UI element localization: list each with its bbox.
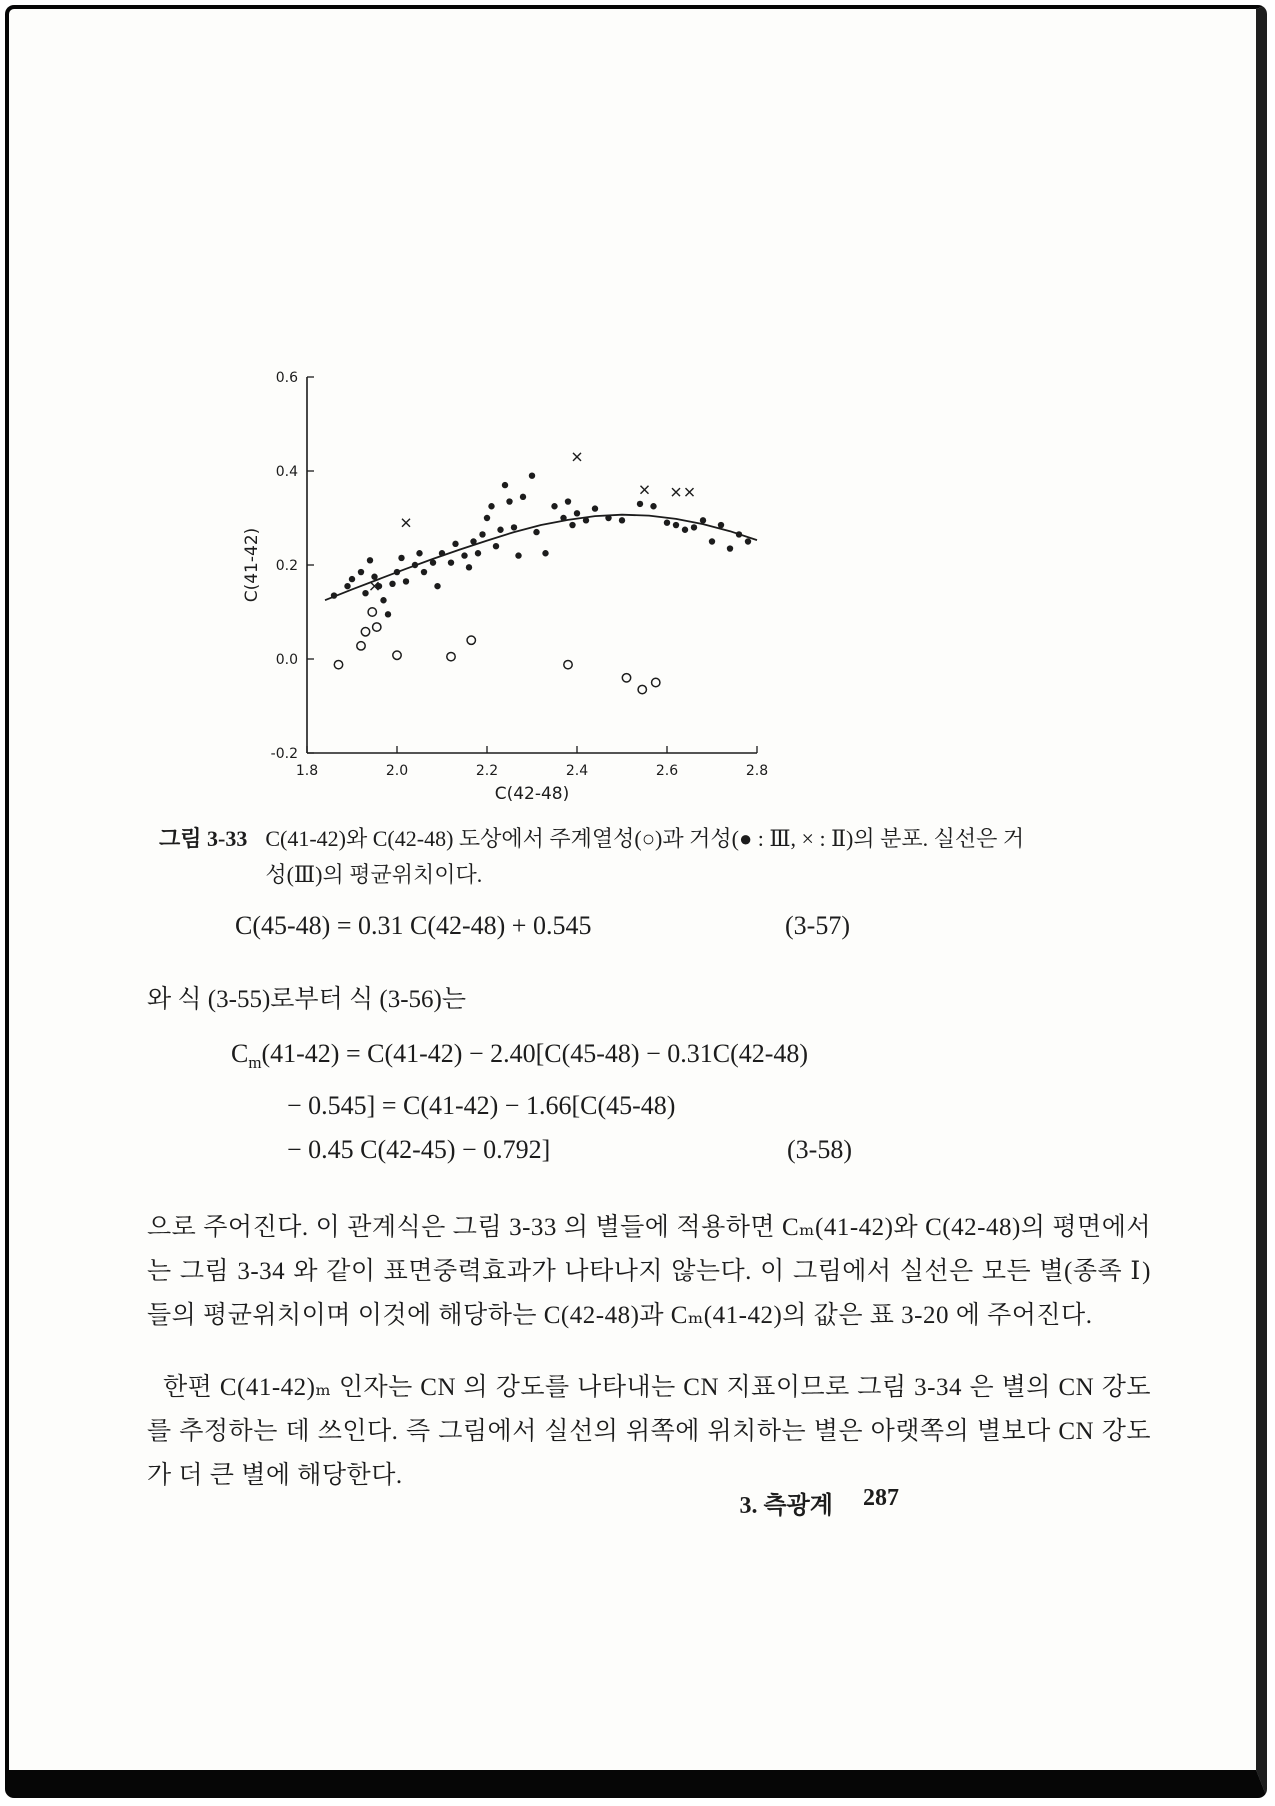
equation-3-58-line1 [231, 1039, 808, 1073]
equation-3-58-number: (3-58) [787, 1135, 852, 1164]
connector-text: 와 식 (3-55)로부터 식 (3-56)는 [147, 986, 467, 1013]
book-page [5, 5, 1267, 1798]
paragraph-1: 으로 주어진다. 이 관계식은 그림 3-33 의 별들에 적용하면 Cₘ(41-42)와 C(42-48)의 평면에서는 그림 3-34 와 같이 표면중력효과가 나타나지 않는다. 이 그림에서 실선은 모든 별(종족 Ⅰ)들의 평균위치이며 이것에 해당하는 C(42-48)과 Cₘ(41-42)의 값은 표 3-20 에 주어진다. [147, 1214, 1151, 1329]
eq358-lhs-subscript: m [248, 1053, 262, 1073]
x-axis-label: C(42-48) [494, 784, 570, 804]
figure-caption-label: 그림 3-33 [159, 826, 248, 851]
svg-text:0.4: 0.4 [275, 464, 298, 480]
footer-section-title: 3. 측광계 [739, 1493, 833, 1519]
svg-text:2.0: 2.0 [385, 763, 409, 779]
scatter-plot [241, 357, 771, 807]
series-main-sequence-open-circles [334, 608, 660, 694]
svg-text:0.2: 0.2 [275, 558, 298, 574]
page-footer [569, 1485, 899, 1520]
paragraph-2: 한편 C(41-42)ₘ 인자는 CN 의 강도를 나타내는 CN 지표이므로 그림 3-34 은 별의 CN 강도를 추정하는 데 쓰인다. 즉 그림에서 실선의 위쪽에 위치하는 별은 아랫쪽의 별보다 CN 강도가 더 큰 별에 해당한다. [147, 1374, 1151, 1489]
eq358-lhs-symbol: C [231, 1039, 249, 1068]
svg-text:0.0: 0.0 [275, 652, 298, 668]
footer-page-number: 287 [863, 1485, 899, 1511]
figure-caption [159, 821, 1059, 893]
y-axis-label: C(41-42) [242, 527, 262, 603]
equation-3-58-line3: − 0.45 C(42-45) − 0.792] [287, 1135, 551, 1164]
page-content [9, 9, 1256, 1770]
svg-text:-0.2: -0.2 [270, 746, 298, 762]
equation-3-58-line2: − 0.545] = C(41-42) − 1.66[C(45-48) [287, 1091, 676, 1120]
figure-3-33 [241, 357, 771, 807]
svg-text:0.6: 0.6 [275, 370, 298, 386]
svg-text:2.2: 2.2 [475, 763, 499, 779]
eq358-line1-rest: (41-42) = C(41-42) − 2.40[C(45-48) − 0.31C(42-48) [261, 1039, 809, 1068]
equation-3-57-number: (3-57) [785, 911, 850, 940]
svg-text:2.6: 2.6 [655, 763, 679, 779]
equation-3-57-body: C(45-48) = 0.31 C(42-48) + 0.545 [235, 911, 592, 940]
svg-text:2.4: 2.4 [565, 763, 589, 779]
svg-text:1.8: 1.8 [295, 763, 319, 779]
svg-text:2.8: 2.8 [745, 763, 769, 779]
figure-caption-text: C(41-42)와 C(42-48) 도상에서 주계열성(○)과 거성(● : Ⅲ, × : Ⅱ)의 분포. 실선은 거성(Ⅲ)의 평균위치이다. [265, 826, 1025, 887]
chart-axes [271, 370, 768, 779]
